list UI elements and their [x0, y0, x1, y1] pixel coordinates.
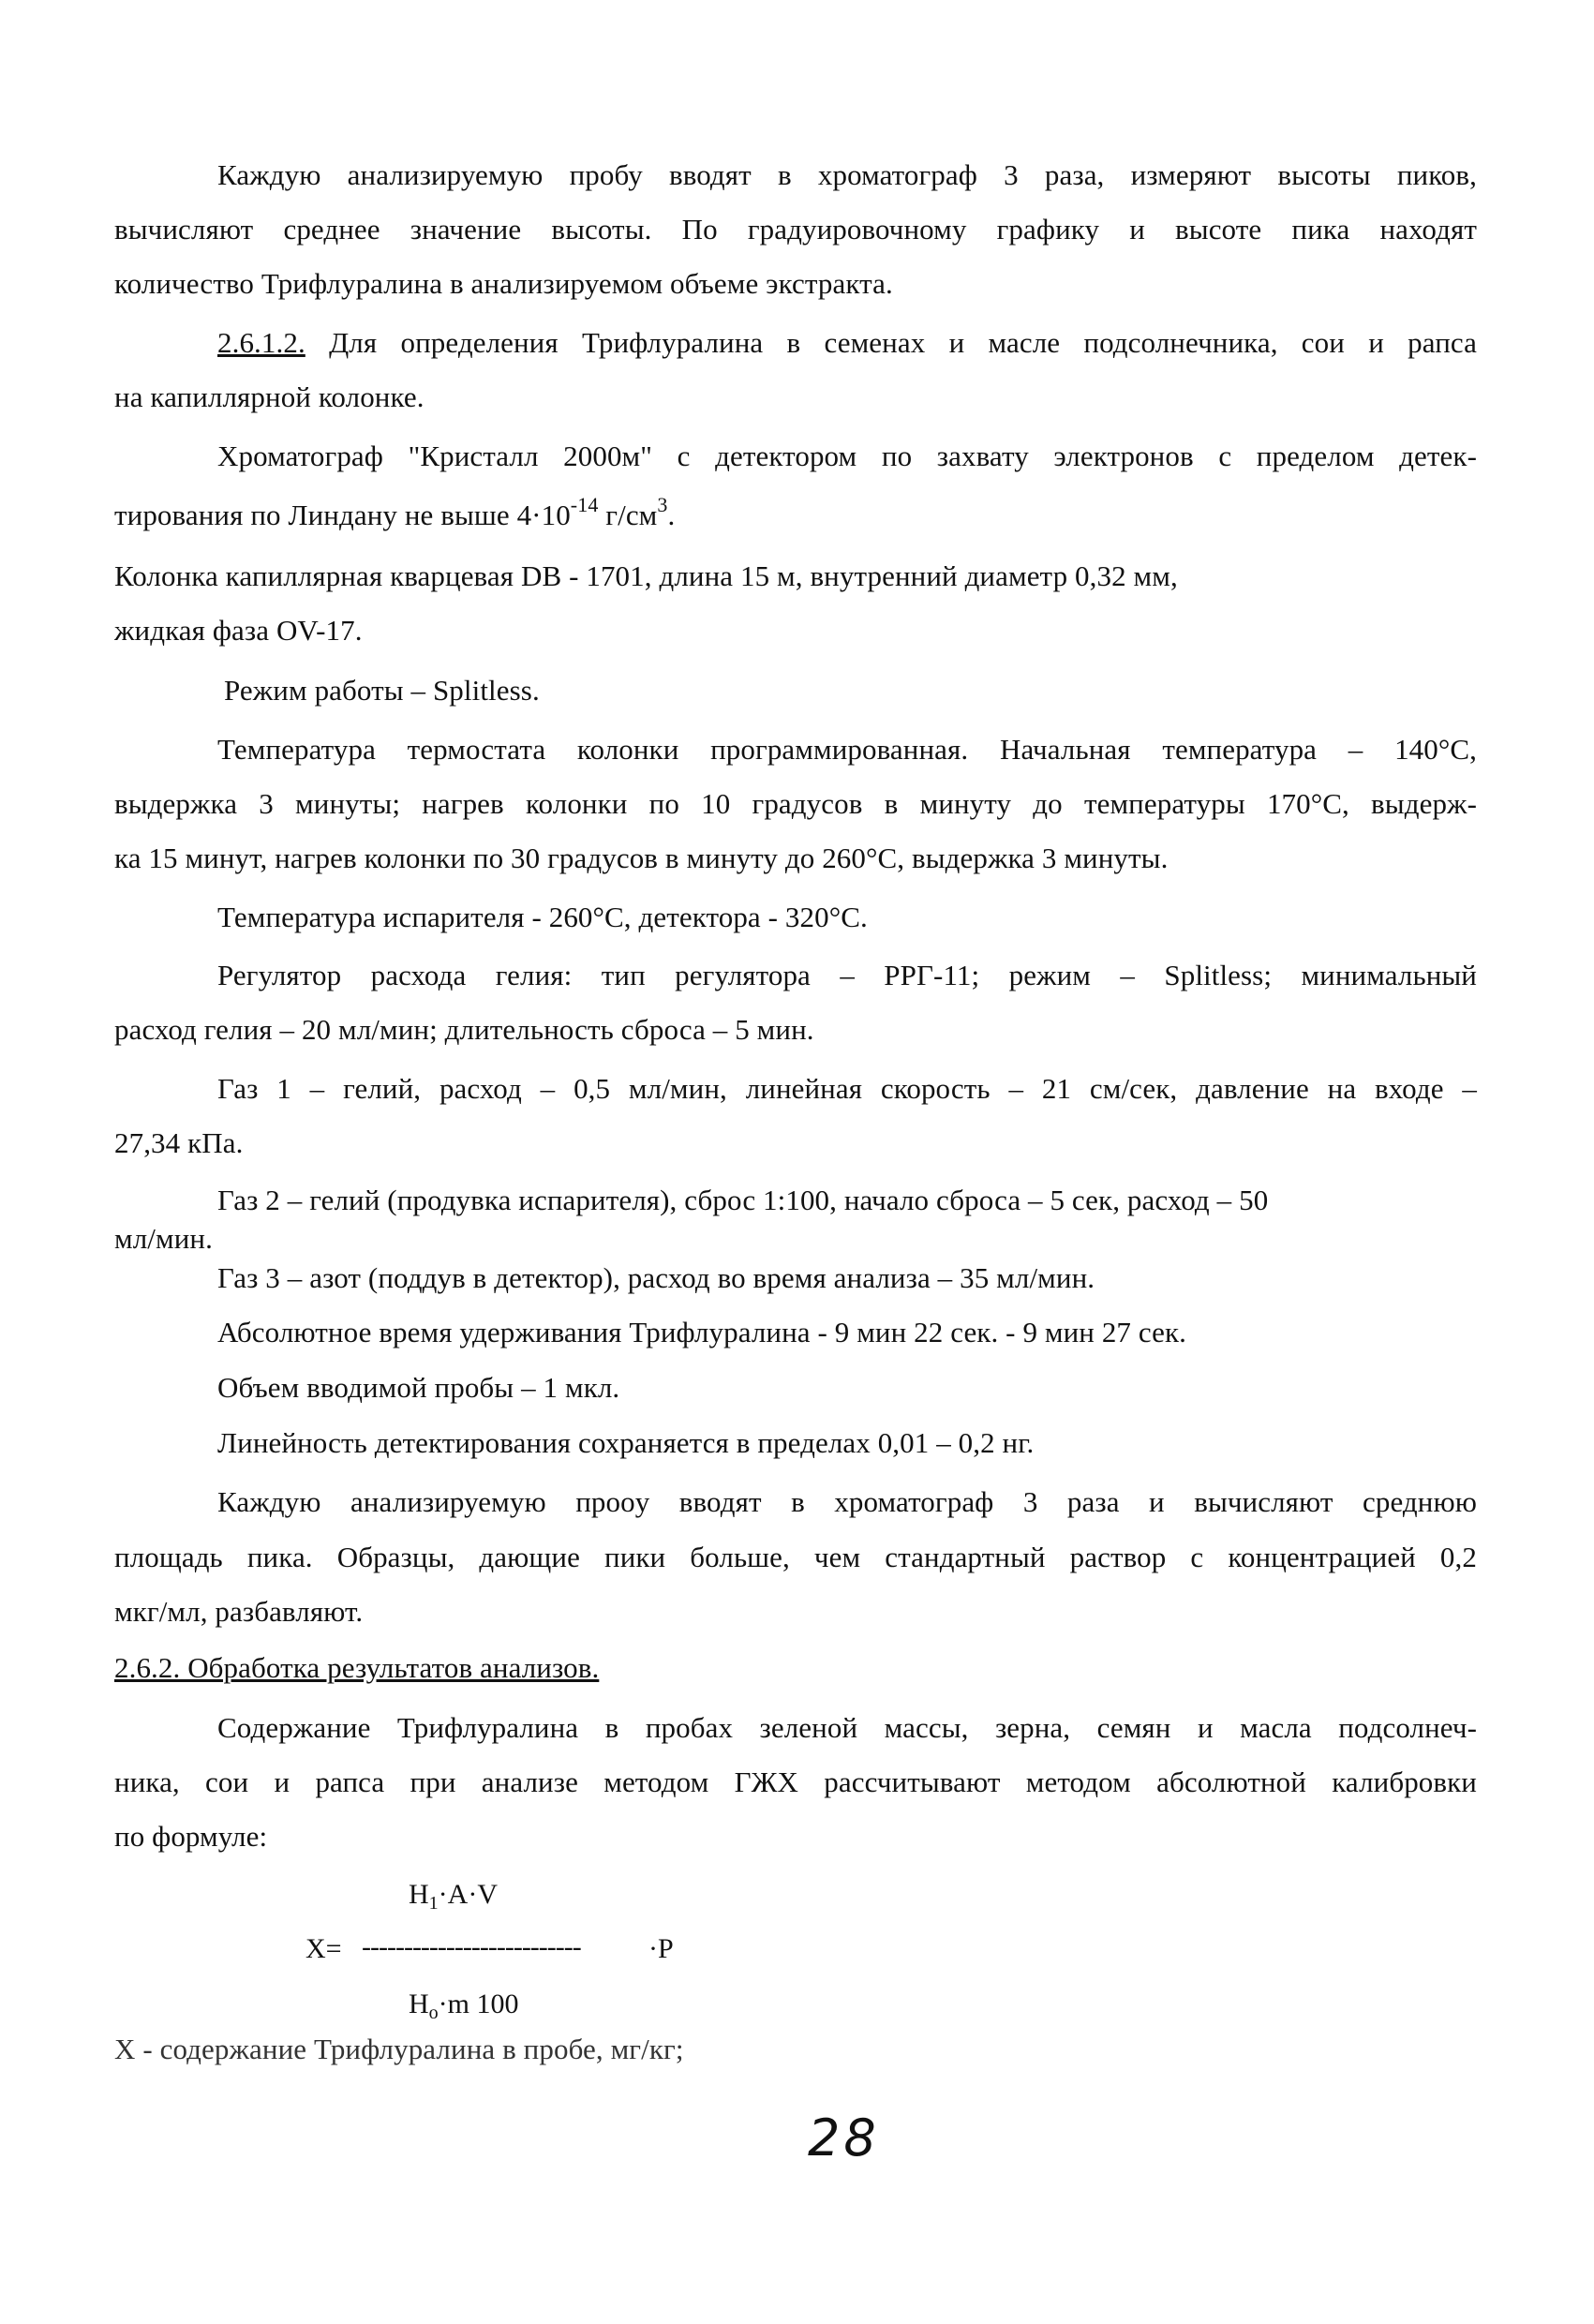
- formula-symbol: H: [409, 1879, 429, 1910]
- paragraph-line: жидкая фаза OV-17.: [114, 614, 363, 647]
- section-heading-2-6-2: 2.6.2. Обработка результатов анализов.: [114, 1651, 600, 1684]
- paragraph-line: площадь пика. Образцы, дающие пики больше, чем стандартный раствор с концентрацией 0,2: [114, 1541, 1477, 1573]
- paragraph-line: мл/мин.: [114, 1222, 213, 1255]
- text-fragment: г/см: [598, 499, 658, 531]
- paragraph-line: Режим работы – Splitless.: [224, 674, 540, 707]
- paragraph-line: вычисляют среднее значение высоты. По градуировочному графику и высоте пика находят: [114, 213, 1477, 246]
- text-fragment: .: [667, 499, 676, 531]
- exponent: -14: [570, 493, 599, 516]
- paragraph-line: Каждую анализируемую пробу вводят в хроматограф 3 раза, измеряют высоты пиков,: [217, 158, 1477, 191]
- paragraph-line: ника, сои и рапса при анализе методом ГЖХ рассчитывают методом абсолютной калибровки: [114, 1765, 1477, 1798]
- exponent: 3: [657, 493, 668, 516]
- formula-symbol: ·m 100: [438, 1989, 519, 2019]
- paragraph-line: 27,34 кПа.: [114, 1126, 244, 1159]
- paragraph-line: Хроматограф "Кристалл 2000м" с детектором по захвату электронов с пределом детек-: [217, 439, 1477, 472]
- paragraph-line: Температура термостата колонки программированная. Начальная температура – 140°С,: [217, 733, 1477, 766]
- paragraph-line: Каждую анализируемую проoy вводят в хроматограф 3 раза и вычисляют среднюю: [217, 1485, 1477, 1518]
- text-fragment: тирования по Линдану не выше 4·10: [114, 499, 571, 531]
- formula-denominator: [409, 1988, 519, 2021]
- paragraph-line: ка 15 минут, нагрев колонки по 30 градусов в минуту до 260°С, выдержка 3 минуты.: [114, 842, 1169, 874]
- formula-lhs: X=: [305, 1933, 342, 1964]
- formula-subscript: o: [428, 2003, 439, 2023]
- paragraph-line: Газ 3 – азот (поддув в детектор), расход во время анализа – 35 мл/мин.: [217, 1261, 1095, 1294]
- paragraph-line: Газ 1 – гелий, расход – 0,5 мл/мин, линейная скорость – 21 см/сек, давление на входе –: [217, 1072, 1477, 1105]
- section-text: Для определения Трифлуралина в семенах и масле подсолнечника, сои и рапса: [305, 326, 1477, 359]
- formula-fraction-bar: --------------------------: [362, 1931, 581, 1962]
- paragraph-line: количество Трифлуралина в анализируемом объеме экстракта.: [114, 267, 893, 300]
- paragraph-line: мкг/мл, разбавляют.: [114, 1595, 364, 1628]
- paragraph-line: [114, 493, 676, 533]
- paragraph-line: выдержка 3 минуты; нагрев колонки по 10 градусов в минуту до температуры 170°С, выдерж-: [114, 787, 1477, 820]
- paragraph-line: Газ 2 – гелий (продувка испарителя), сброс 1:100, начало сброса – 5 сек, расход – 50: [217, 1184, 1269, 1216]
- paragraph-line: Температура испарителя - 260°С, детектора - 320°С.: [217, 901, 868, 933]
- paragraph-line: Содержание Трифлуралина в пробах зеленой массы, зерна, семян и масла подсолнеч-: [217, 1711, 1477, 1744]
- section-number: 2.6.1.2.: [217, 326, 305, 359]
- paragraph-line: Х - содержание Трифлуралина в пробе, мг/кг;: [114, 2033, 684, 2065]
- paragraph-line: Абсолютное время удерживания Трифлуралина - 9 мин 22 сек. - 9 мин 27 сек.: [217, 1316, 1186, 1348]
- formula-rhs: ·P: [648, 1933, 674, 1964]
- page-number: 28: [808, 2108, 880, 2168]
- paragraph-line: расход гелия – 20 мл/мин; длительность сброса – 5 мин.: [114, 1013, 814, 1046]
- section-heading-2-6-1-2: [217, 325, 1477, 361]
- formula-symbol: H: [409, 1989, 429, 2019]
- paragraph-line: Объем вводимой пробы – 1 мкл.: [217, 1371, 620, 1404]
- formula-symbol: ·A·V: [438, 1879, 498, 1910]
- paragraph-line: Линейность детектирования сохраняется в пределах 0,01 – 0,2 нг.: [217, 1426, 1035, 1459]
- paragraph-line: Колонка капиллярная кварцевая DB - 1701, длина 15 м, внутренний диаметр 0,32 мм,: [114, 559, 1178, 592]
- formula-numerator: [409, 1878, 498, 1912]
- paragraph-line: Регулятор расхода гелия: тип регулятора – РРГ-11; режим – Splitless; минимальный: [217, 959, 1477, 991]
- paragraph-line: по формуле:: [114, 1820, 268, 1853]
- paragraph-line: на капиллярной колонке.: [114, 380, 425, 413]
- formula-subscript: 1: [428, 1893, 439, 1914]
